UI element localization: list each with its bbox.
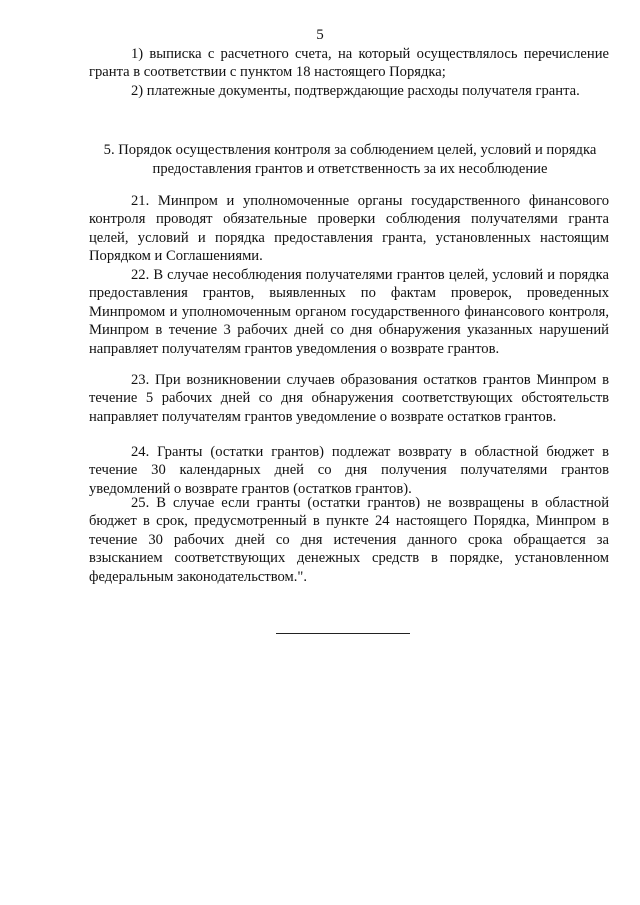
list-item-1: 1) выписка с расчетного счета, на который осуществлялось перечисление гранта в соответствии с пунктом 18 настоящего Порядка; xyxy=(89,45,609,81)
section-heading: 5. Порядок осуществления контроля за соблюдением целей, условий и порядка предоставления грантов и ответственность за их несоблюдение xyxy=(103,141,597,177)
paragraph-24: 24. Гранты (остатки грантов) подлежат возврату в областной бюджет в течение 30 календарных дней со дня получения получателями грантов уведомлений о возврате грантов (остатков грантов). xyxy=(89,443,609,497)
paragraph-22: 22. В случае несоблюдения получателями грантов целей, условий и порядка предоставления грантов, выявленных по фактам проверок, проведенных Минпромом и уполномоченным органом государственного финансового контроля, Минпром в течение 3 рабочих дней со дня обнаружения указанных нарушений направляет получателям грантов уведомления о возврате грантов. xyxy=(89,266,609,357)
paragraph-25: 25. В случае если гранты (остатки грантов) не возвращены в областной бюджет в срок, предусмотренный в пункте 24 настоящего Порядка, Минпром в течение 30 рабочих дней со дня истечения данного срока обращается за взысканием соответствующих денежных средств в порядке, установленном федеральным законодательством.". xyxy=(89,494,609,585)
end-divider-line xyxy=(276,633,410,634)
paragraph-21: 21. Минпром и уполномоченные органы государственного финансового контроля проводят обязательные проверки соблюдения получателями гранта целей, условий и порядка предоставления гранта, установленных настоящим Порядком и Соглашениями. xyxy=(89,192,609,265)
page-number: 5 xyxy=(316,27,324,43)
list-item-2: 2) платежные документы, подтверждающие расходы получателя гранта. xyxy=(131,82,580,99)
paragraph-23: 23. При возникновении случаев образования остатков грантов Минпром в течение 5 рабочих дней со дня обнаружения соответствующих обстоятельств направляет получателям грантов уведомление о возврате остатков грантов. xyxy=(89,371,609,425)
